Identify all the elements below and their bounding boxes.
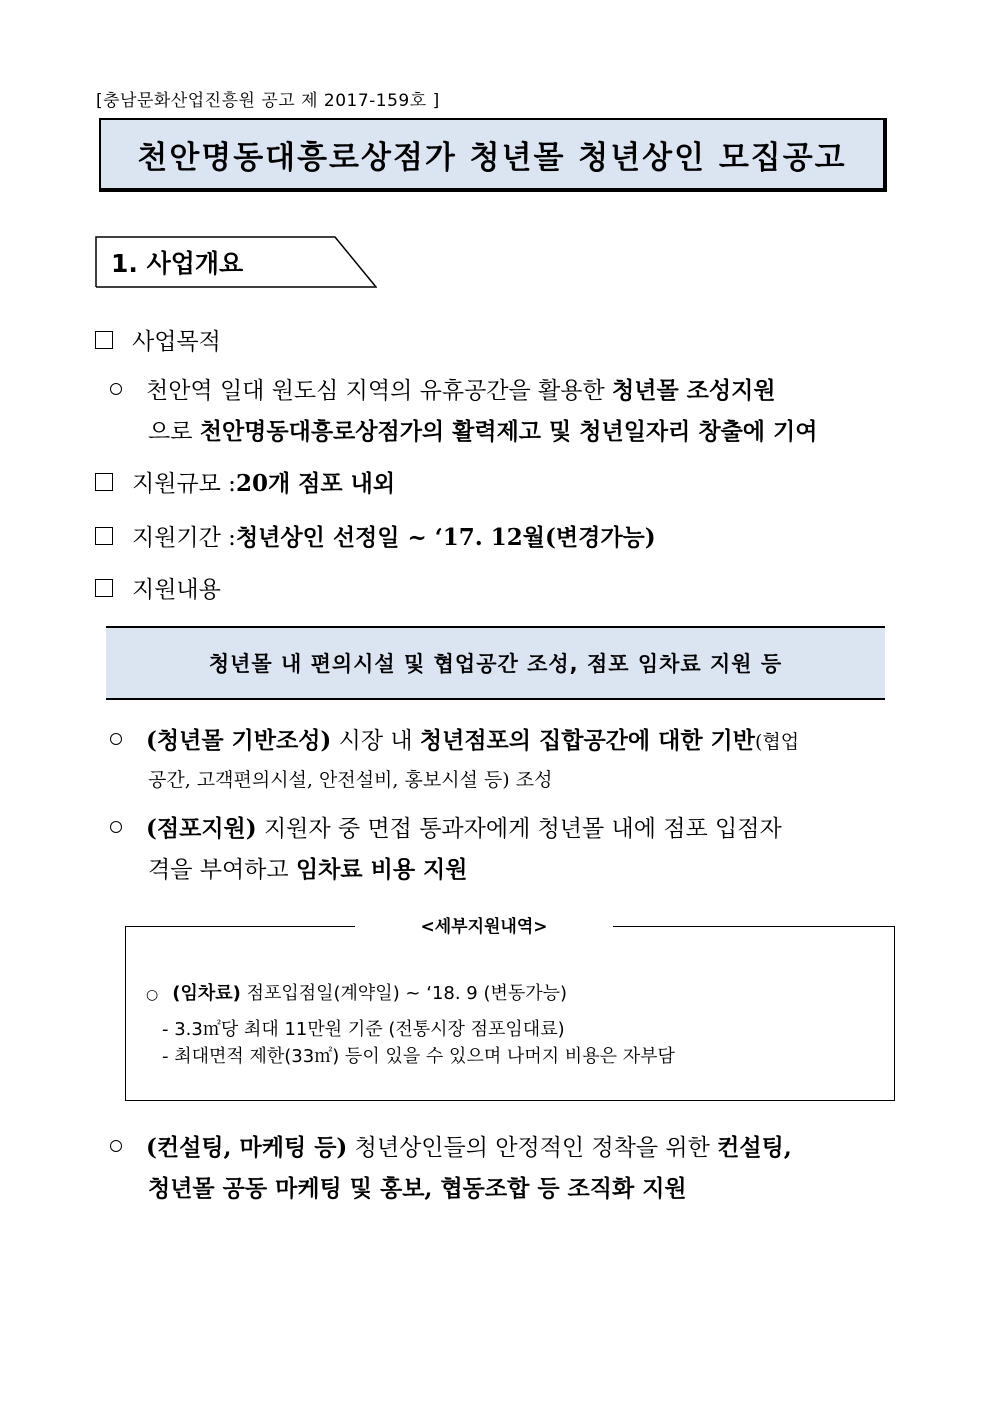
detail-title: <세부지원내역> <box>355 912 613 937</box>
consult-bold-1: 컨설팅, <box>717 1134 792 1161</box>
section-label: 1. 사업개요 <box>111 249 244 278</box>
scale-row <box>95 465 395 498</box>
checkbox-square-icon <box>95 331 113 349</box>
purpose-text-2: 으로 <box>148 419 200 445</box>
small-circle-icon: ○ <box>146 987 159 1003</box>
circle-bullet-icon <box>110 383 122 395</box>
content-heading: 지원내용 <box>132 577 221 603</box>
purpose-line-1 <box>110 372 817 405</box>
detail-item-label: (임차료) <box>172 983 241 1004</box>
notice-number: [충남문화산업진흥원 공고 제 2017-159호 ] <box>96 91 440 111</box>
circle-bullet-icon <box>110 821 122 833</box>
scale-heading: 지원규모 : <box>132 471 236 497</box>
base-label: (청년몰 기반조성) <box>146 727 332 754</box>
period-row <box>95 519 656 552</box>
circle-bullet-icon <box>110 1140 122 1152</box>
period-heading: 지원기간 : <box>132 525 236 551</box>
purpose-line-2 <box>148 413 817 446</box>
store-text-1: 지원자 중 면접 통과자에게 청년몰 내에 점포 입점자 <box>256 816 782 842</box>
base-bullet <box>110 722 799 792</box>
purpose-heading-row <box>95 323 221 356</box>
page-title: 천안명동대흥로상점가 청년몰 청년상인 모집공고 <box>137 139 847 176</box>
base-bold: 청년점포의 집합공간에 대한 기반 <box>419 727 755 754</box>
store-line-2 <box>148 851 782 884</box>
scale-value: 20개 점포 내외 <box>235 470 396 497</box>
checkbox-square-icon <box>95 473 113 491</box>
consult-text-1: 청년상인들의 안정적인 정착을 위한 <box>347 1135 718 1161</box>
base-line-2: 공간, 고객편의시설, 안전설비, 홍보시설 등) 조성 <box>148 769 553 791</box>
content-heading-row <box>95 571 221 604</box>
checkbox-square-icon <box>95 527 113 545</box>
store-label: (점포지원) <box>146 815 257 842</box>
purpose-bold-2: 천안명동대흥로상점가의 활력제고 및 청년일자리 창출에 기여 <box>199 418 818 445</box>
section-tab <box>95 236 377 288</box>
base-text-3: (협업 <box>754 731 800 753</box>
base-line-1 <box>110 722 799 755</box>
base-text-1: 시장 내 <box>331 728 420 754</box>
checkbox-square-icon <box>95 579 113 597</box>
purpose-bold-1: 청년몰 조성지원 <box>612 377 776 404</box>
detail-sub-1: - 3.3㎡당 최대 11만원 기준 (전통시장 점포임대료) <box>162 1019 565 1040</box>
purpose-text-1: 천안역 일대 원도심 지역의 유휴공간을 활용한 <box>146 378 613 404</box>
detail-item <box>146 979 567 1005</box>
store-bullet <box>110 810 782 884</box>
consult-line-2: 청년몰 공동 마케팅 및 홍보, 협동조합 등 조직화 지원 <box>148 1175 687 1202</box>
detail-box <box>125 926 895 1101</box>
purpose-bullet <box>110 372 817 446</box>
consult-label: (컨설팅, 마케팅 등) <box>146 1134 348 1161</box>
circle-bullet-icon <box>110 733 122 745</box>
content-summary-text: 청년몰 내 편의시설 및 협업공간 조성, 점포 임차료 지원 등 <box>208 652 783 676</box>
purpose-heading: 사업목적 <box>132 329 221 355</box>
detail-item-text: 점포입점일(계약일) ~ ‘18. 9 (변동가능) <box>240 983 568 1004</box>
title-box <box>99 118 887 192</box>
detail-sub-2: - 최대면적 제한(33㎡) 등이 있을 수 있으며 나머지 비용은 자부담 <box>162 1046 675 1067</box>
consult-line-1 <box>110 1129 792 1162</box>
store-bold: 임차료 비용 지원 <box>295 856 468 883</box>
store-text-2: 격을 부여하고 <box>148 857 296 883</box>
period-value: 청년상인 선정일 ~ ‘17. 12월(변경가능) <box>235 524 656 551</box>
consult-bullet <box>110 1129 792 1203</box>
content-summary-band <box>106 626 885 700</box>
store-line-1 <box>110 810 782 843</box>
